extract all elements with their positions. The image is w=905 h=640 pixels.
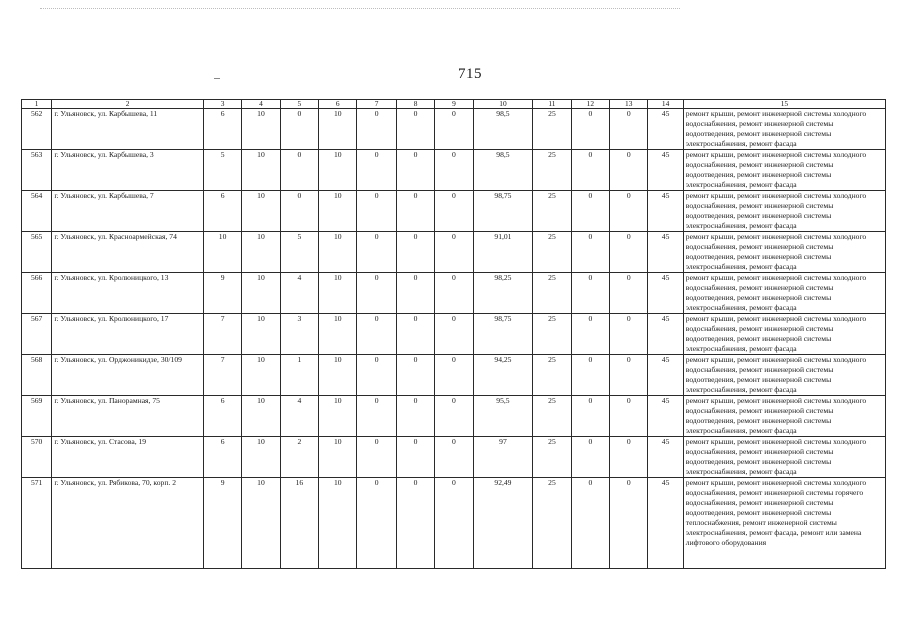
address-cell: г. Ульяновск, ул. Кролюницкого, 13	[52, 273, 204, 314]
table-cell: 0	[610, 273, 648, 314]
column-header: 2	[52, 100, 204, 109]
address-cell: г. Ульяновск, ул. Карбышева, 3	[52, 150, 204, 191]
table-cell: 0	[571, 396, 609, 437]
table-cell: 0	[571, 150, 609, 191]
table-row	[22, 232, 886, 273]
table-cell: 0	[435, 109, 473, 150]
table-cell: 0	[435, 150, 473, 191]
row-number: 565	[22, 232, 52, 273]
column-header: 12	[571, 100, 609, 109]
table-cell: 4	[280, 396, 318, 437]
address-cell: г. Ульяновск, ул. Карбышева, 11	[52, 109, 204, 150]
table-cell: 92,49	[473, 478, 533, 569]
table-cell: 10	[319, 232, 357, 273]
table-cell: 0	[396, 109, 434, 150]
address-cell: г. Ульяновск, ул. Карбышева, 7	[52, 191, 204, 232]
table-cell: 98,75	[473, 191, 533, 232]
table-cell: 0	[357, 232, 396, 273]
table-cell: 2	[280, 437, 318, 478]
table-cell: 6	[203, 191, 241, 232]
table-cell: 0	[610, 191, 648, 232]
repair-works-cell: ремонт крыши, ремонт инженерной системы холодного водоснабжения, ремонт инженерной системы водоотведения, ремонт инженерной системы электроснабжения, ремонт фасада	[683, 109, 885, 150]
table-cell: 98,25	[473, 273, 533, 314]
table-cell: 0	[357, 355, 396, 396]
table-cell: 0	[571, 355, 609, 396]
row-number: 568	[22, 355, 52, 396]
column-header: 8	[396, 100, 434, 109]
table-cell: 0	[610, 232, 648, 273]
table-cell: 0	[571, 191, 609, 232]
table-cell: 25	[533, 232, 571, 273]
table-cell: 10	[319, 355, 357, 396]
table-cell: 0	[435, 273, 473, 314]
column-header: 10	[473, 100, 533, 109]
table-cell: 45	[648, 273, 683, 314]
table-row	[22, 396, 886, 437]
table-cell: 10	[242, 191, 280, 232]
table-row	[22, 478, 886, 569]
table-cell: 0	[610, 314, 648, 355]
table-cell: 4	[280, 273, 318, 314]
column-number-row	[22, 100, 886, 109]
repair-works-cell: ремонт крыши, ремонт инженерной системы холодного водоснабжения, ремонт инженерной системы водоотведения, ремонт инженерной системы электроснабжения, ремонт фасада	[683, 150, 885, 191]
table-cell: 0	[357, 478, 396, 569]
row-number: 569	[22, 396, 52, 437]
table-cell: 0	[357, 191, 396, 232]
table-cell: 0	[396, 437, 434, 478]
table-cell: 45	[648, 437, 683, 478]
table-cell: 10	[242, 150, 280, 191]
column-header: 14	[648, 100, 683, 109]
table-cell: 9	[203, 478, 241, 569]
repair-works-cell: ремонт крыши, ремонт инженерной системы холодного водоснабжения, ремонт инженерной системы водоотведения, ремонт инженерной системы электроснабжения, ремонт фасада	[683, 355, 885, 396]
table-cell: 0	[571, 109, 609, 150]
table-cell: 0	[396, 232, 434, 273]
table-cell: 0	[396, 314, 434, 355]
table-cell: 45	[648, 109, 683, 150]
table-cell: 10	[242, 109, 280, 150]
scan-noise-top	[40, 8, 680, 9]
column-header: 13	[610, 100, 648, 109]
row-number: 562	[22, 109, 52, 150]
table-cell: 5	[203, 150, 241, 191]
address-cell: г. Ульяновск, ул. Красноармейская, 74	[52, 232, 204, 273]
table-cell: 0	[357, 437, 396, 478]
row-number: 566	[22, 273, 52, 314]
column-header: 3	[203, 100, 241, 109]
table-cell: 0	[280, 150, 318, 191]
column-header: 11	[533, 100, 571, 109]
table-cell: 0	[396, 355, 434, 396]
repair-works-cell: ремонт крыши, ремонт инженерной системы холодного водоснабжения, ремонт инженерной системы водоотведения, ремонт инженерной системы электроснабжения, ремонт фасада	[683, 232, 885, 273]
row-number: 570	[22, 437, 52, 478]
table-cell: 0	[357, 150, 396, 191]
address-cell: г. Ульяновск, ул. Стасова, 19	[52, 437, 204, 478]
table-cell: 0	[396, 273, 434, 314]
table-cell: 9	[203, 273, 241, 314]
table-cell: 0	[435, 355, 473, 396]
table-cell: 7	[203, 355, 241, 396]
table-cell: 0	[396, 396, 434, 437]
table-cell: 10	[242, 478, 280, 569]
row-number: 567	[22, 314, 52, 355]
table-cell: 45	[648, 478, 683, 569]
table-cell: 0	[396, 150, 434, 191]
table-cell: 0	[610, 109, 648, 150]
table-cell: 0	[571, 273, 609, 314]
column-header: 5	[280, 100, 318, 109]
table-cell: 0	[435, 478, 473, 569]
table-cell: 0	[435, 314, 473, 355]
table-cell: 10	[319, 109, 357, 150]
table-row	[22, 273, 886, 314]
table-cell: 45	[648, 191, 683, 232]
table-cell: 10	[242, 232, 280, 273]
table-cell: 5	[280, 232, 318, 273]
table-cell: 45	[648, 396, 683, 437]
table-cell: 10	[319, 150, 357, 191]
table-cell: 0	[396, 191, 434, 232]
table-cell: 25	[533, 109, 571, 150]
table-row	[22, 314, 886, 355]
table-cell: 0	[280, 191, 318, 232]
table-cell: 45	[648, 150, 683, 191]
table-cell: 0	[610, 478, 648, 569]
table-cell: 10	[203, 232, 241, 273]
repair-works-cell: ремонт крыши, ремонт инженерной системы холодного водоснабжения, ремонт инженерной системы водоотведения, ремонт инженерной системы электроснабжения, ремонт фасада	[683, 396, 885, 437]
column-header: 7	[357, 100, 396, 109]
table-cell: 10	[319, 273, 357, 314]
table-cell: 10	[319, 396, 357, 437]
address-cell: г. Ульяновск, ул. Панорамная, 75	[52, 396, 204, 437]
table-cell: 0	[396, 478, 434, 569]
table-cell: 95,5	[473, 396, 533, 437]
table-cell: 45	[648, 355, 683, 396]
repair-works-cell: ремонт крыши, ремонт инженерной системы холодного водоснабжения, ремонт инженерной системы водоотведения, ремонт инженерной системы электроснабжения, ремонт фасада	[683, 191, 885, 232]
table-row	[22, 191, 886, 232]
table-cell: 6	[203, 437, 241, 478]
table-cell: 97	[473, 437, 533, 478]
table-cell: 25	[533, 478, 571, 569]
table-cell: 10	[319, 437, 357, 478]
table-cell: 3	[280, 314, 318, 355]
repair-works-cell: ремонт крыши, ремонт инженерной системы холодного водоснабжения, ремонт инженерной системы горячего водоснабжения, ремонт инженерной системы водоотведения, ремонт инженерной системы теплоснабжения, ремонт инженерной системы электроснабжения, ремонт фасада, ремонт или замена лифтового оборудования	[683, 478, 885, 569]
table-cell: 45	[648, 232, 683, 273]
table-cell: 0	[571, 314, 609, 355]
table-cell: 25	[533, 437, 571, 478]
table-cell: 10	[319, 478, 357, 569]
table-cell: 0	[610, 437, 648, 478]
column-header: 15	[683, 100, 885, 109]
table-row	[22, 355, 886, 396]
repair-works-cell: ремонт крыши, ремонт инженерной системы холодного водоснабжения, ремонт инженерной системы водоотведения, ремонт инженерной системы электроснабжения, ремонт фасада	[683, 437, 885, 478]
table-cell: 6	[203, 109, 241, 150]
row-number: 563	[22, 150, 52, 191]
table-cell: 10	[242, 314, 280, 355]
column-header: 6	[319, 100, 357, 109]
table-cell: 6	[203, 396, 241, 437]
table-cell: 0	[357, 273, 396, 314]
table-cell: 98,75	[473, 314, 533, 355]
row-number: 564	[22, 191, 52, 232]
address-cell: г. Ульяновск, ул. Рябикова, 70, корп. 2	[52, 478, 204, 569]
table-cell: 10	[319, 314, 357, 355]
table-cell: 0	[280, 109, 318, 150]
table-cell: 0	[610, 396, 648, 437]
table-cell: 0	[435, 396, 473, 437]
repair-works-cell: ремонт крыши, ремонт инженерной системы холодного водоснабжения, ремонт инженерной системы водоотведения, ремонт инженерной системы электроснабжения, ремонт фасада	[683, 273, 885, 314]
table-cell: 10	[242, 273, 280, 314]
address-cell: г. Ульяновск, ул. Кролюницкого, 17	[52, 314, 204, 355]
table-cell: 98,5	[473, 109, 533, 150]
table-cell: 1	[280, 355, 318, 396]
table-cell: 0	[357, 314, 396, 355]
table-cell: 7	[203, 314, 241, 355]
table-cell: 0	[571, 478, 609, 569]
table-cell: 25	[533, 191, 571, 232]
table-row	[22, 109, 886, 150]
table-cell: 25	[533, 314, 571, 355]
address-cell: г. Ульяновск, ул. Орджоникидзе, 30/109	[52, 355, 204, 396]
table-cell: 0	[357, 109, 396, 150]
table-cell: 0	[435, 191, 473, 232]
table-cell: 10	[319, 191, 357, 232]
column-header: 1	[22, 100, 52, 109]
table-cell: 10	[242, 355, 280, 396]
table-cell: 10	[242, 437, 280, 478]
column-header: 4	[242, 100, 280, 109]
repair-works-cell: ремонт крыши, ремонт инженерной системы холодного водоснабжения, ремонт инженерной системы водоотведения, ремонт инженерной системы электроснабжения, ремонт фасада	[683, 314, 885, 355]
table-cell: 0	[435, 232, 473, 273]
table-cell: 25	[533, 355, 571, 396]
table-row	[22, 150, 886, 191]
table-cell: 10	[242, 396, 280, 437]
table-row	[22, 437, 886, 478]
table-cell: 0	[571, 232, 609, 273]
table-cell: 16	[280, 478, 318, 569]
table-cell: 25	[533, 396, 571, 437]
table-cell: 0	[435, 437, 473, 478]
table-body	[22, 109, 886, 569]
row-number: 571	[22, 478, 52, 569]
table-cell: 94,25	[473, 355, 533, 396]
table-cell: 0	[610, 355, 648, 396]
table-cell: 25	[533, 150, 571, 191]
column-header: 9	[435, 100, 473, 109]
repair-register-table	[21, 99, 886, 569]
table-cell: 25	[533, 273, 571, 314]
table-cell: 0	[357, 396, 396, 437]
table-cell: 45	[648, 314, 683, 355]
table-cell: 91,01	[473, 232, 533, 273]
page-number: 715	[458, 66, 482, 82]
table-cell: 0	[571, 437, 609, 478]
table-cell: 0	[610, 150, 648, 191]
table-cell: 98,5	[473, 150, 533, 191]
